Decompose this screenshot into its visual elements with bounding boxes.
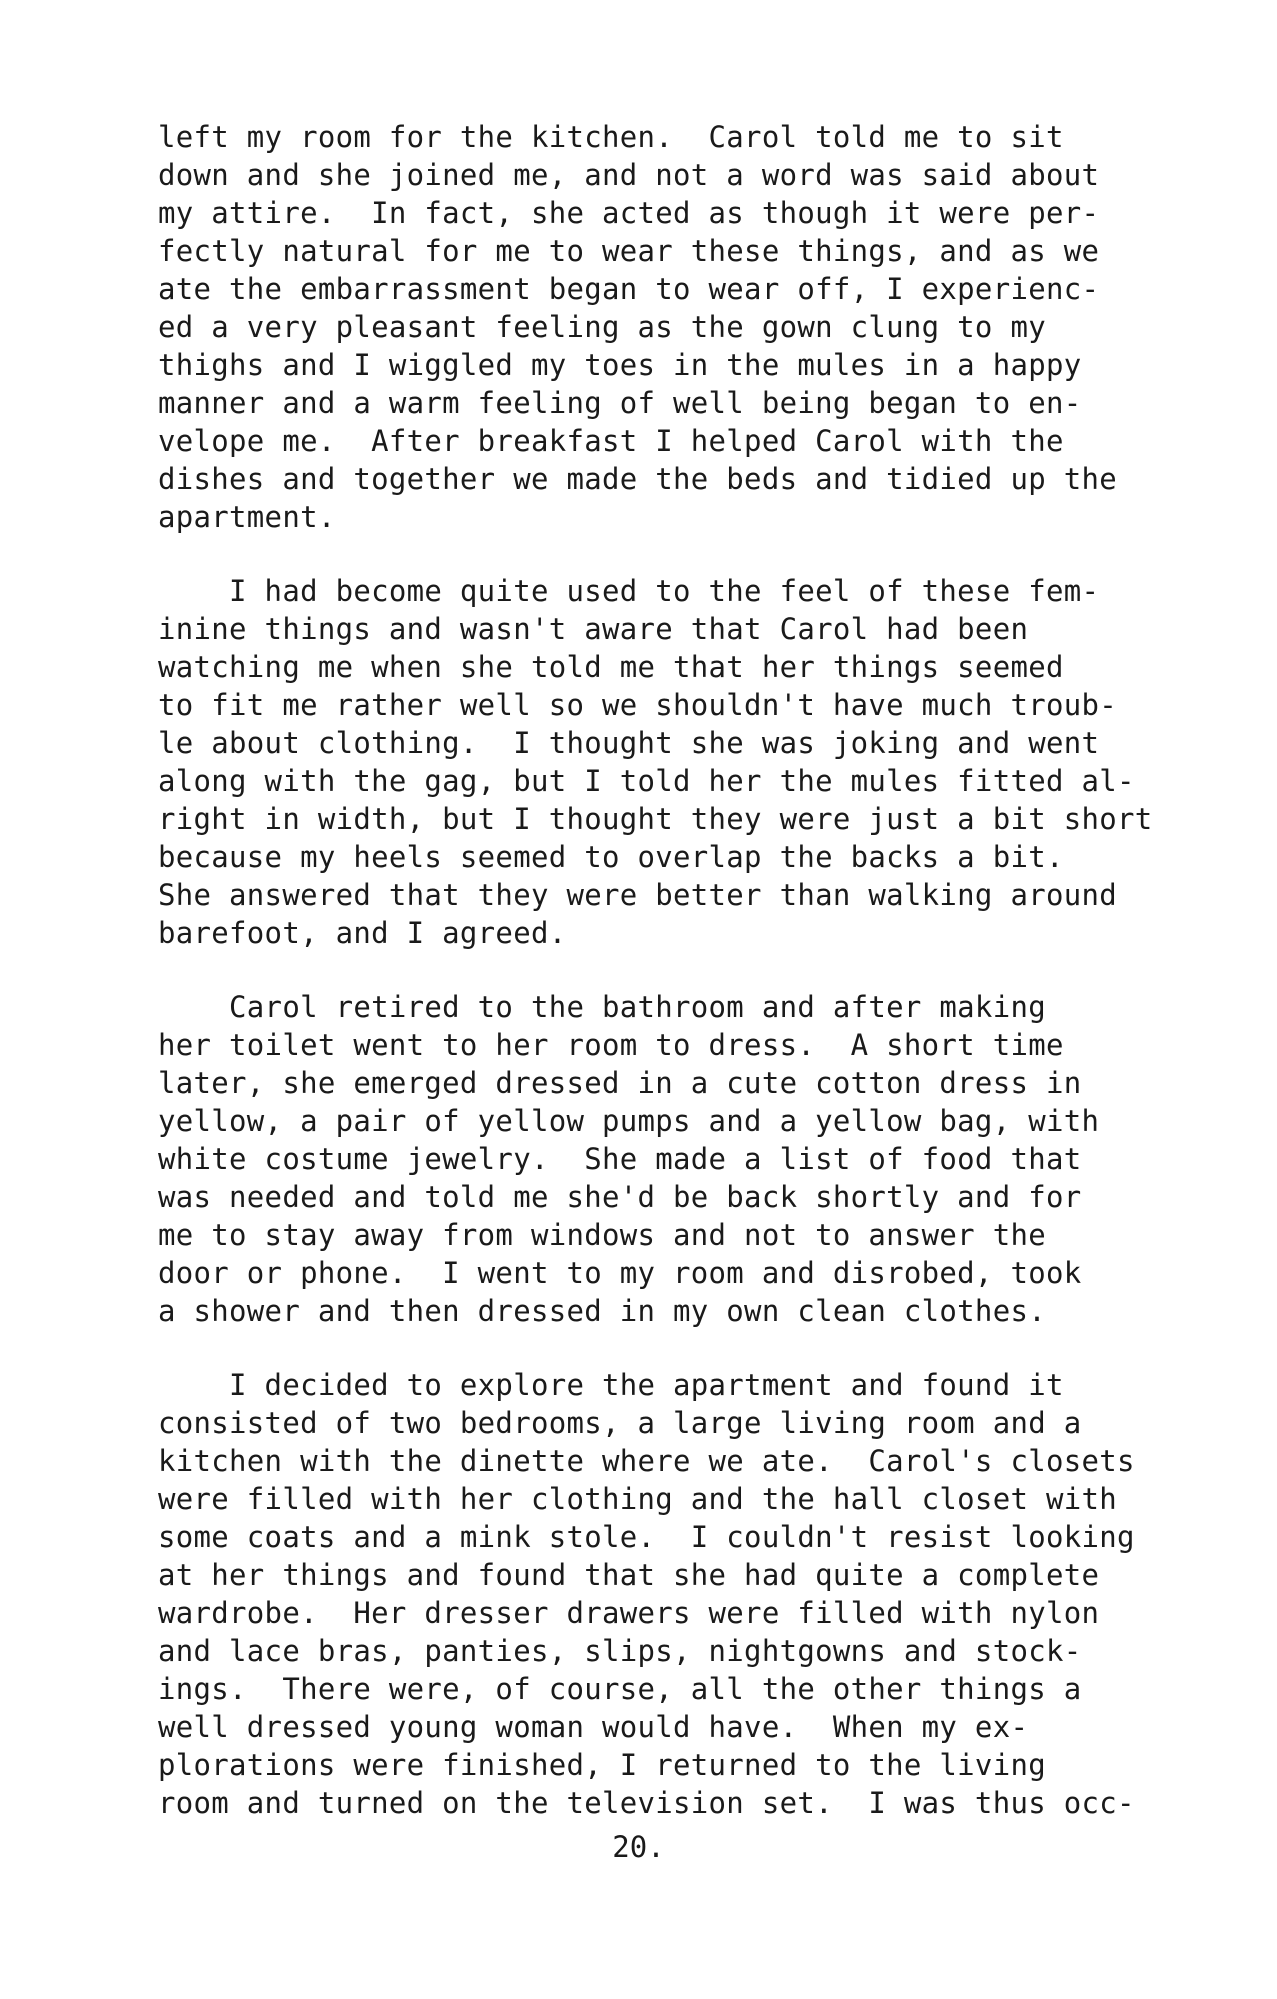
text-line: Carol retired to the bathroom and after making bbox=[158, 990, 1046, 1024]
text-line: because my heels seemed to overlap the backs a bit. bbox=[158, 840, 1064, 874]
text-line: ed a very pleasant feeling as the gown clung to my bbox=[158, 310, 1046, 344]
text-line: was needed and told me she'd be back shortly and for bbox=[158, 1180, 1082, 1214]
text-line: me to stay away from windows and not to answer the bbox=[158, 1218, 1046, 1252]
text-line: later, she emerged dressed in a cute cotton dress in bbox=[158, 1066, 1082, 1100]
text-line: down and she joined me, and not a word was said about bbox=[158, 158, 1100, 192]
text-line: velope me. After breakfast I helped Carol with the bbox=[158, 424, 1064, 458]
text-line: along with the gag, but I told her the mules fitted al- bbox=[158, 764, 1135, 798]
text-line: my attire. In fact, she acted as though it were per- bbox=[158, 196, 1100, 230]
text-line: barefoot, and I agreed. bbox=[158, 916, 567, 950]
text-line: She answered that they were better than walking around bbox=[158, 878, 1118, 912]
text-line: and lace bras, panties, slips, nightgowns and stock- bbox=[158, 1634, 1082, 1668]
text-line: dishes and together we made the beds and tidied up the bbox=[158, 462, 1118, 496]
text-line: right in width, but I thought they were just a bit short bbox=[158, 802, 1153, 836]
text-line: plorations were finished, I returned to the living bbox=[158, 1748, 1046, 1782]
text-line: consisted of two bedrooms, a large living room and a bbox=[158, 1406, 1082, 1440]
text-line: door or phone. I went to my room and disrobed, took bbox=[158, 1256, 1082, 1290]
text-line: watching me when she told me that her things seemed bbox=[158, 650, 1064, 684]
text-line: were filled with her clothing and the hall closet with bbox=[158, 1482, 1118, 1516]
text-line: le about clothing. I thought she was joking and went bbox=[158, 726, 1100, 760]
text-line: manner and a warm feeling of well being began to en- bbox=[158, 386, 1082, 420]
text-line: white costume jewelry. She made a list of food that bbox=[158, 1142, 1082, 1176]
text-line: at her things and found that she had quite a complete bbox=[158, 1558, 1100, 1592]
text-line: kitchen with the dinette where we ate. Carol's closets bbox=[158, 1444, 1135, 1478]
paragraph-2 bbox=[158, 572, 1238, 952]
text-line: inine things and wasn't aware that Carol had been bbox=[158, 612, 1029, 646]
paragraph-1 bbox=[158, 118, 1238, 536]
paragraph-4 bbox=[158, 1366, 1238, 1822]
text-line: fectly natural for me to wear these things, and as we bbox=[158, 234, 1100, 268]
text-line: to fit me rather well so we shouldn't have much troub- bbox=[158, 688, 1118, 722]
text-line: well dressed young woman would have. When my ex- bbox=[158, 1710, 1029, 1744]
text-line: some coats and a mink stole. I couldn't resist looking bbox=[158, 1520, 1135, 1554]
text-line: room and turned on the television set. I was thus occ- bbox=[158, 1786, 1135, 1820]
text-line: wardrobe. Her dresser drawers were filled with nylon bbox=[158, 1596, 1100, 1630]
text-line: ings. There were, of course, all the other things a bbox=[158, 1672, 1082, 1706]
text-line: thighs and I wiggled my toes in the mules in a happy bbox=[158, 348, 1082, 382]
body-text bbox=[158, 118, 1238, 1822]
page-number: 20. bbox=[612, 1830, 665, 1864]
text-line: her toilet went to her room to dress. A short time bbox=[158, 1028, 1064, 1062]
text-line: a shower and then dressed in my own clean clothes. bbox=[158, 1294, 1046, 1328]
text-line: I had become quite used to the feel of these fem- bbox=[158, 574, 1100, 608]
text-line: apartment. bbox=[158, 500, 336, 534]
text-line: I decided to explore the apartment and found it bbox=[158, 1368, 1064, 1402]
text-line: yellow, a pair of yellow pumps and a yellow bag, with bbox=[158, 1104, 1100, 1138]
paragraph-3 bbox=[158, 988, 1238, 1330]
text-line: ate the embarrassment began to wear off, I experienc- bbox=[158, 272, 1100, 306]
text-line: left my room for the kitchen. Carol told me to sit bbox=[158, 120, 1064, 154]
